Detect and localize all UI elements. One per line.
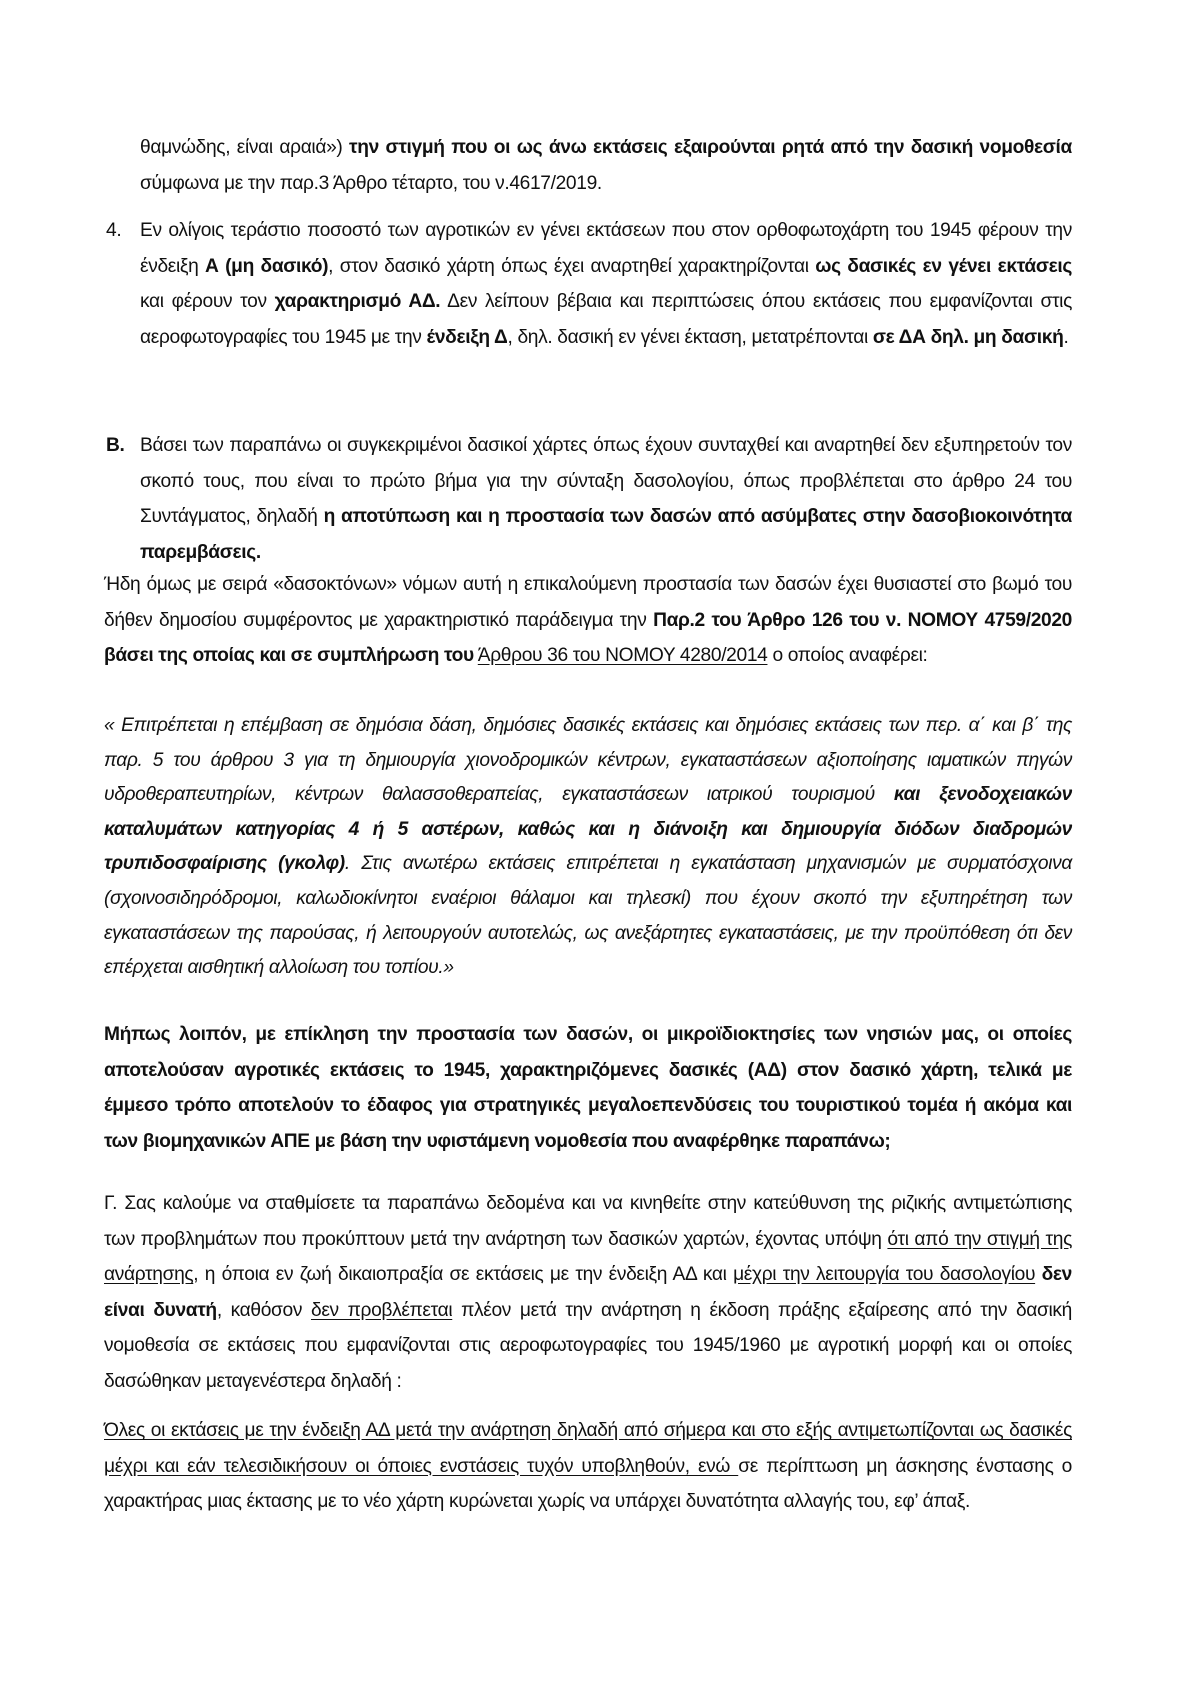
- text-run: σύμφωνα με την παρ.3 Άρθρο τέταρτο, του ν.4617/2019.: [140, 172, 602, 194]
- paragraph-law-quote: [104, 709, 1072, 986]
- paragraph-section-b: [106, 428, 1072, 570]
- paragraph-item-4: [106, 213, 1072, 355]
- paragraph-item-3-continued: [140, 130, 1072, 201]
- text-run: και ξενοδοχειακών καταλυμάτων κατηγορίας 4 ή 5 αστέρων, καθώς και η διάνοιξη και δημιουργία διόδων διαδρομών τρυπιδοσφαίρισης (γκολφ): [104, 784, 1072, 875]
- text-run: Βάσει των παραπάνω οι συγκεκριμένοι δασικοί χάρτες όπως έχουν συνταχθεί και αναρτηθεί δεν εξυπηρετούν τον σκοπό τους, που είναι το πρώτο βήμα για την σύνταξη δασολογίου, όπως προβλέπεται στο άρθρο 24 του Συντάγματος, δηλαδή: [140, 435, 1072, 527]
- text-run: δεν προβλέπεται: [310, 1299, 453, 1321]
- text-run: χαρακτηρισμό ΑΔ.: [274, 291, 441, 312]
- text-run: η αποτύπωση και η προστασία των δασών από ασύμβατες στην δασοβιοκοινότητα παρεμβάσεις.: [140, 506, 1072, 563]
- text-run: Α (μη δασικό): [205, 255, 329, 277]
- text-run: Γ. Σας καλούμε να σταθμίσετε τα παραπάνω δεδομένα και να κινηθείτε στην κατεύθυνση της ριζικής αντιμετώπισης των προβλημάτων που προκύπτουν μετά την ανάρτηση των δασικών χαρτών, έχοντας υπόψη: [104, 1193, 1072, 1250]
- text-run: Όλες οι εκτάσεις με την ένδειξη ΑΔ μετά την ανάρτηση δηλαδή από σήμερα και στο εξής αντιμετωπίζονται ως δασικές μέχρι και εάν τελεσιδικήσουν οι όποιες ενστάσεις τυχόν υποβληθούν, ενώ: [104, 1420, 1072, 1477]
- text-run: Εν ολίγοις τεράστιο ποσοστό των αγροτικών εν γένει εκτάσεων που στον ορθοφωτοχάρτη του 1945 φέρουν την ένδειξη: [140, 220, 1072, 277]
- text-run: ως δασικές εν γένει εκτάσεις: [815, 255, 1072, 277]
- text-run: , καθόσον: [216, 1299, 311, 1321]
- text-run: πλέον μετά την ανάρτηση η έκδοση πράξης εξαίρεσης από την δασική νομοθεσία σε εκτάσεις που εμφανίζονται στις αεροφωτογραφίες του 1945/1960 με αγροτική μορφή και οι οποίες δασώθηκαν μεταγενέστερα δηλαδή :: [104, 1299, 1072, 1392]
- section-marker: Β.: [106, 435, 125, 456]
- text-run: ότι από την στιγμή της ανάρτησης: [104, 1228, 1072, 1285]
- text-run: θαμνώδης, είναι αραιά»): [140, 137, 350, 158]
- text-run: . Στις ανωτέρω εκτάσεις επιτρέπεται η εγκατάσταση μηχανισμών με συρματόσχοινα (σχοινοσιδηρόδρομοι, καλωδιοκίνητοι εναέριοι θάλαμοι και τηλεσκί) που έχουν σκοπό την εξυπηρέτηση των εγκαταστάσεων της παρούσας, ή λειτουργούν αυτοτελώς, ως ανεξάρτητες εγκαταστάσεις, με την προϋπόθεση ότι δεν επέρχεται αισθητική αλλοίωση του τοπίου.»: [104, 853, 1073, 979]
- text-run: Δεν λείπουν βέβαια και περιπτώσεις όπου εκτάσεις που εμφανίζονται στις αεροφωτογραφίες του 1945 με την: [140, 291, 1072, 348]
- paragraph-question: [104, 1017, 1072, 1159]
- text-run: ο οποίος αναφέρει:: [767, 645, 928, 666]
- text-run: Άρθρου 36 του ΝΟΜΟΥ 4280/2014: [477, 645, 768, 666]
- text-run: « Επιτρέπεται η επέμβαση σε δημόσια δάση, δημόσιες δασικές εκτάσεις και δημόσιες εκτάσεις των περ. α΄ και β΄ της παρ. 5 του άρθρου 3 για τη δημιουργία χιονοδρομικών κέντρων, εγκαταστάσεων αξιοποίησης ιαματικών πηγών υδροθεραπευτηρίων, κέντρων θαλασσοθεραπείας, εγκαταστάσεων ιατρικού τουρισμού: [104, 715, 1072, 806]
- text-run: ένδειξη Δ: [426, 326, 508, 348]
- text-run: Ήδη όμως με σειρά «δασοκτόνων» νόμων αυτή η επικαλούμενη προστασία των δασών έχει θυσιαστεί στο βωμό του δήθεν δημοσίου συμφέροντος με χαρακτηριστικό παράδειγμα την: [104, 574, 1072, 631]
- text-run: , η όποια εν ζωή δικαιοπραξία σε εκτάσεις με την ένδειξη ΑΔ και: [193, 1264, 734, 1285]
- text-run: Παρ.2 του Άρθρο 126 του ν. ΝΟΜΟΥ 4759/2020 βάσει της οποίας και σε συμπλήρωση του: [104, 609, 1072, 666]
- text-run: , στον δασικό χάρτη όπως έχει αναρτηθεί χαρακτηρίζονται: [328, 255, 816, 277]
- text-run: δεν είναι δυνατή: [104, 1264, 1072, 1321]
- paragraph-conclusion: [104, 1413, 1072, 1520]
- paragraph-laws-reference: [104, 567, 1072, 674]
- text-run: .: [1063, 326, 1069, 348]
- text-run: Μήπως λοιπόν, με επίκληση την προστασία των δασών, οι μικροϊδιοκτησίες των νησιών μας, οι οποίες αποτελούσαν αγροτικές εκτάσεις το 1945, χαρακτηριζόμενες δασικές (ΑΔ) στον δασικό χάρτη, τελικά με έμμεσο τρόπο αποτελούν το έδαφος για στρατηγικές μεγαλοεπενδύσεις του τουριστικού τομέα ή ακόμα και των βιομηχανικών ΑΠΕ με βάση την υφιστάμενη νομοθεσία που αναφέρθηκε παραπάνω;: [104, 1024, 1072, 1152]
- text-run: την στιγμή που οι ως άνω εκτάσεις εξαιρούνται ρητά από την δασική νομοθεσία: [349, 137, 1072, 158]
- paragraph-section-c: [104, 1186, 1072, 1399]
- text-run: , δηλ. δασική εν γένει έκταση, μετατρέπονται: [507, 326, 873, 348]
- list-marker: 4.: [106, 220, 122, 241]
- text-run: σε περίπτωση μη άσκησης ένστασης ο χαρακτήρας μιας έκτασης με το νέο χάρτη κυρώνεται χωρίς να υπάρχει δυνατότητα αλλαγής του, εφ’ άπαξ.: [104, 1455, 1073, 1512]
- text-run: και φέρουν τον: [140, 291, 275, 312]
- text-run: σε ΔΑ δηλ. μη δασική: [872, 326, 1064, 348]
- text-run: μέχρι την λειτουργία του δασολογίου: [733, 1264, 1036, 1285]
